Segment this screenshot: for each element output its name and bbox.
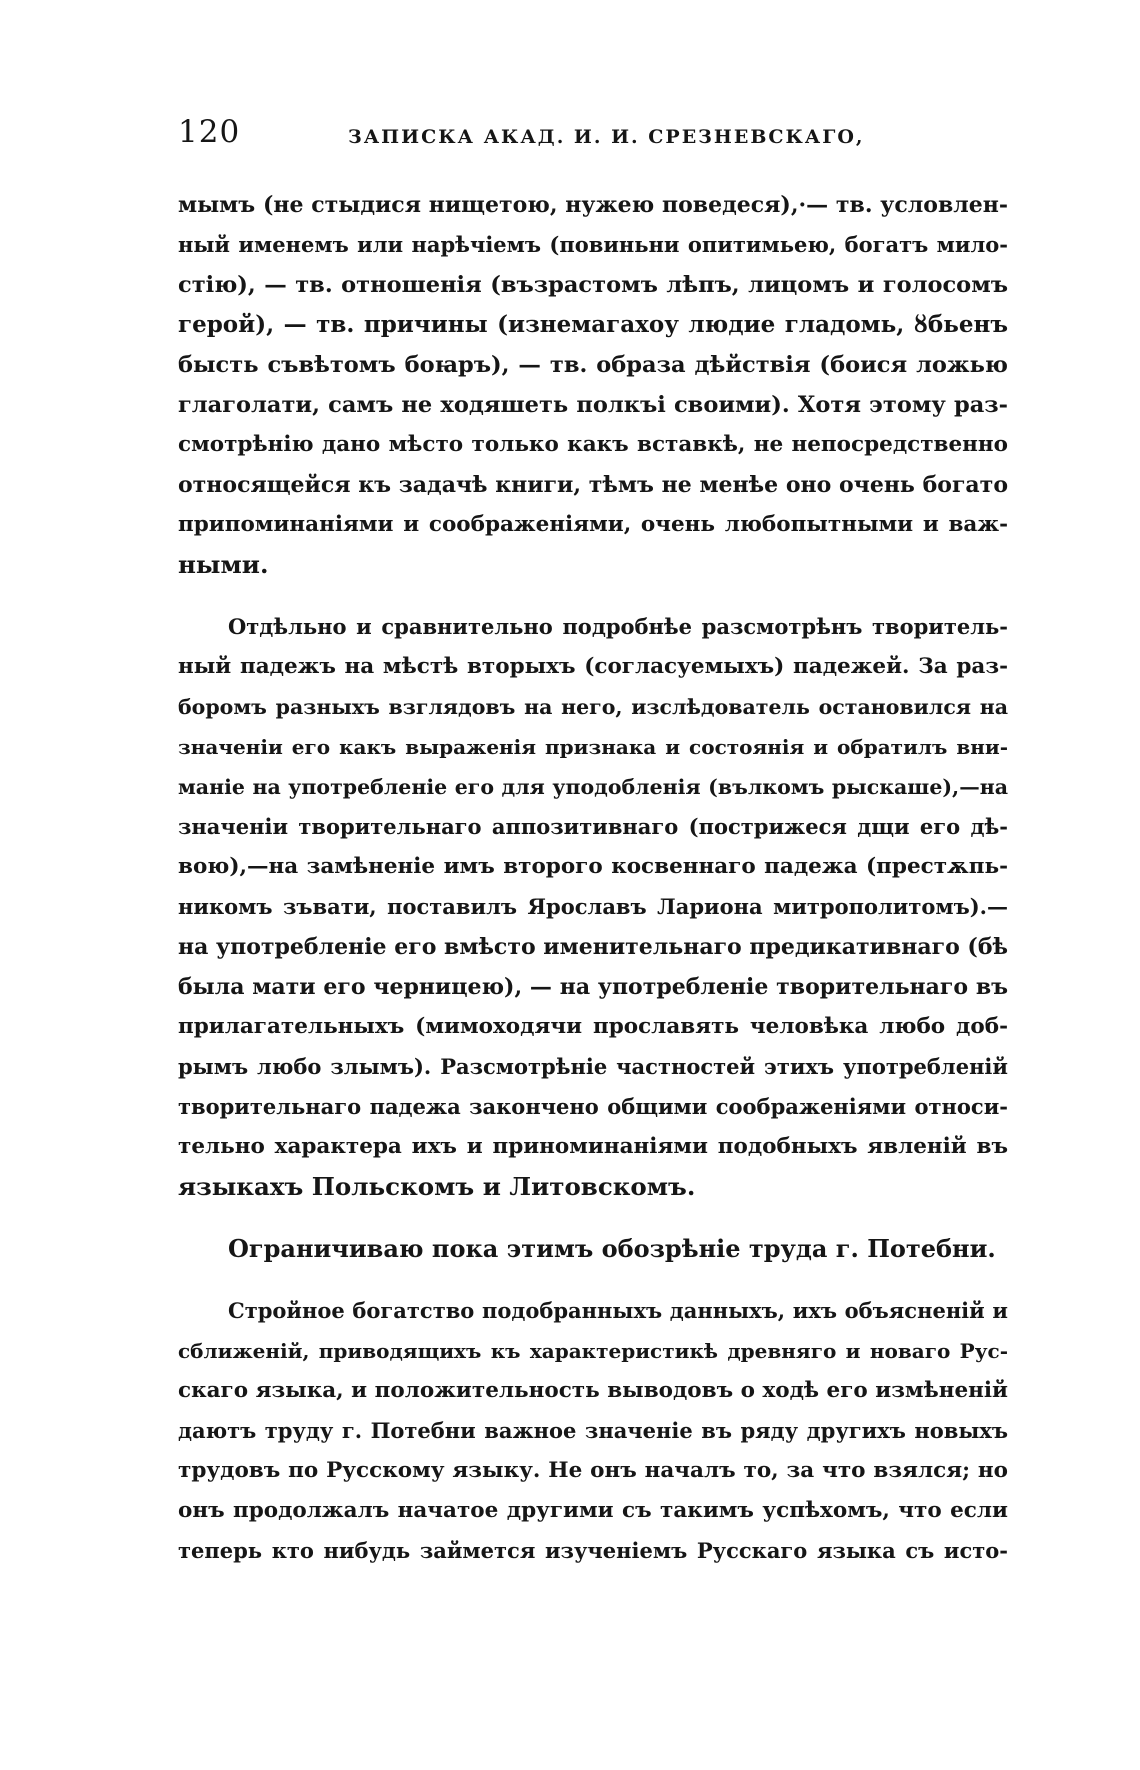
text-line: глаголати, самъ не ходяшеть полкъі своими). Хотя этому раз- xyxy=(178,392,1008,418)
text-line: герой), — тв. причины (изнемагахоу людие гладомь, ȣбьенъ xyxy=(178,311,1008,338)
running-title: ЗАПИСКА АКАД. И. И. СРЕЗНЕВСКАГО, xyxy=(348,126,865,148)
text-line: Стройное богатство подобранныхъ данныхъ, ихъ объясненій и xyxy=(228,1298,1008,1323)
text-line: Отдѣльно и сравнительно подробнѣе разсмотрѣнъ творитель- xyxy=(228,614,1008,639)
text-line: сближеній, приводящихъ къ характеристикѣ древняго и новаго Рус- xyxy=(178,1339,1008,1363)
text-line: скаго языка, и положительность выводовъ о ходѣ его измѣненій xyxy=(178,1378,1008,1403)
text-line: рымъ любо злымъ). Разсмотрѣніе частностей этихъ употребленій xyxy=(178,1054,1008,1079)
text-line: Ограничиваю пока этимъ обозрѣніе труда г. Потебни. xyxy=(228,1234,996,1263)
text-line: творительнаго падежа закончено общими соображеніями относи- xyxy=(178,1094,1008,1119)
text-line: ный именемъ или нарѣчіемъ (повиньни опитимьею, богатъ мило- xyxy=(178,232,1008,257)
text-line: бысть съвѣтомъ боꙗръ), — тв. образа дѣйствія (боися ложью xyxy=(178,352,1008,378)
text-line: относящейся къ задачѣ книги, тѣмъ не менѣе оно очень богато xyxy=(178,472,1008,498)
text-line: маніе на употребленіе его для уподобленія (вълкомъ рыскаше),—на xyxy=(178,775,1008,799)
text-line: смотрѣнію дано мѣсто только какъ вставкѣ, не непосредственно xyxy=(178,432,1008,457)
paragraph-3 xyxy=(178,1229,1008,1269)
text-line: онъ продолжалъ начатое другими съ такимъ успѣхомъ, что если xyxy=(178,1498,1008,1523)
text-line: значеніи творительнаго аппозитивнаго (пострижеся дщи его дѣ- xyxy=(178,814,1008,839)
text-line: ный падежъ на мѣстѣ вторыхъ (согласуемыхъ) падежей. За раз- xyxy=(178,654,1008,679)
text-line: ными. xyxy=(178,550,269,579)
text-line: прилагательныхъ (мимоходячи прославять человѣка любо доб- xyxy=(178,1014,1008,1039)
body-text xyxy=(178,185,1008,1571)
text-line: теперь кто нибудь займется изученіемъ Русскаго языка съ исто- xyxy=(178,1538,1008,1563)
text-line: припоминаніями и соображеніями, очень любопытными и важ- xyxy=(178,512,1008,537)
text-line: языкахъ Польскомъ и Литовскомъ. xyxy=(178,1172,696,1201)
text-line: вою),—на замѣненіе имъ второго косвеннаго падежа (престѫпь- xyxy=(178,854,1008,879)
text-line: мымъ (не стыдися нищетою, нужею поведеся),·— тв. условлен- xyxy=(178,192,1008,218)
text-line: тельно характера ихъ и приноминаніями подобныхъ явленій въ xyxy=(178,1134,1008,1159)
text-line: была мати его черницею), — на употребленіе творительнаго въ xyxy=(178,974,1008,1000)
text-line: боромъ разныхъ взглядовъ на него, изслѣдователь остановился на xyxy=(178,695,1008,719)
paragraph-1 xyxy=(178,185,1008,585)
page-number: 120 xyxy=(178,114,241,150)
text-line: даютъ труду г. Потебни важное значеніе въ ряду другихъ новыхъ xyxy=(178,1418,1008,1443)
text-line: значеніи его какъ выраженія признака и состоянія и обратилъ вни- xyxy=(178,735,1008,759)
text-line: трудовъ по Русскому языку. Не онъ началъ то, за что взялся; но xyxy=(178,1458,1008,1483)
text-line: стію), — тв. отношенія (възрастомъ лѣпъ, лицомъ и голосомъ xyxy=(178,272,1008,298)
paragraph-4 xyxy=(178,1291,1008,1571)
running-head xyxy=(178,108,1008,158)
paragraph-2 xyxy=(178,607,1008,1207)
text-line: никомъ зъвати, поставилъ Ярославъ Лариона митрополитомъ).— xyxy=(178,894,1008,919)
text-line: на употребленіе его вмѣсто именительнаго предикативнаго (бѣ xyxy=(178,934,1008,960)
